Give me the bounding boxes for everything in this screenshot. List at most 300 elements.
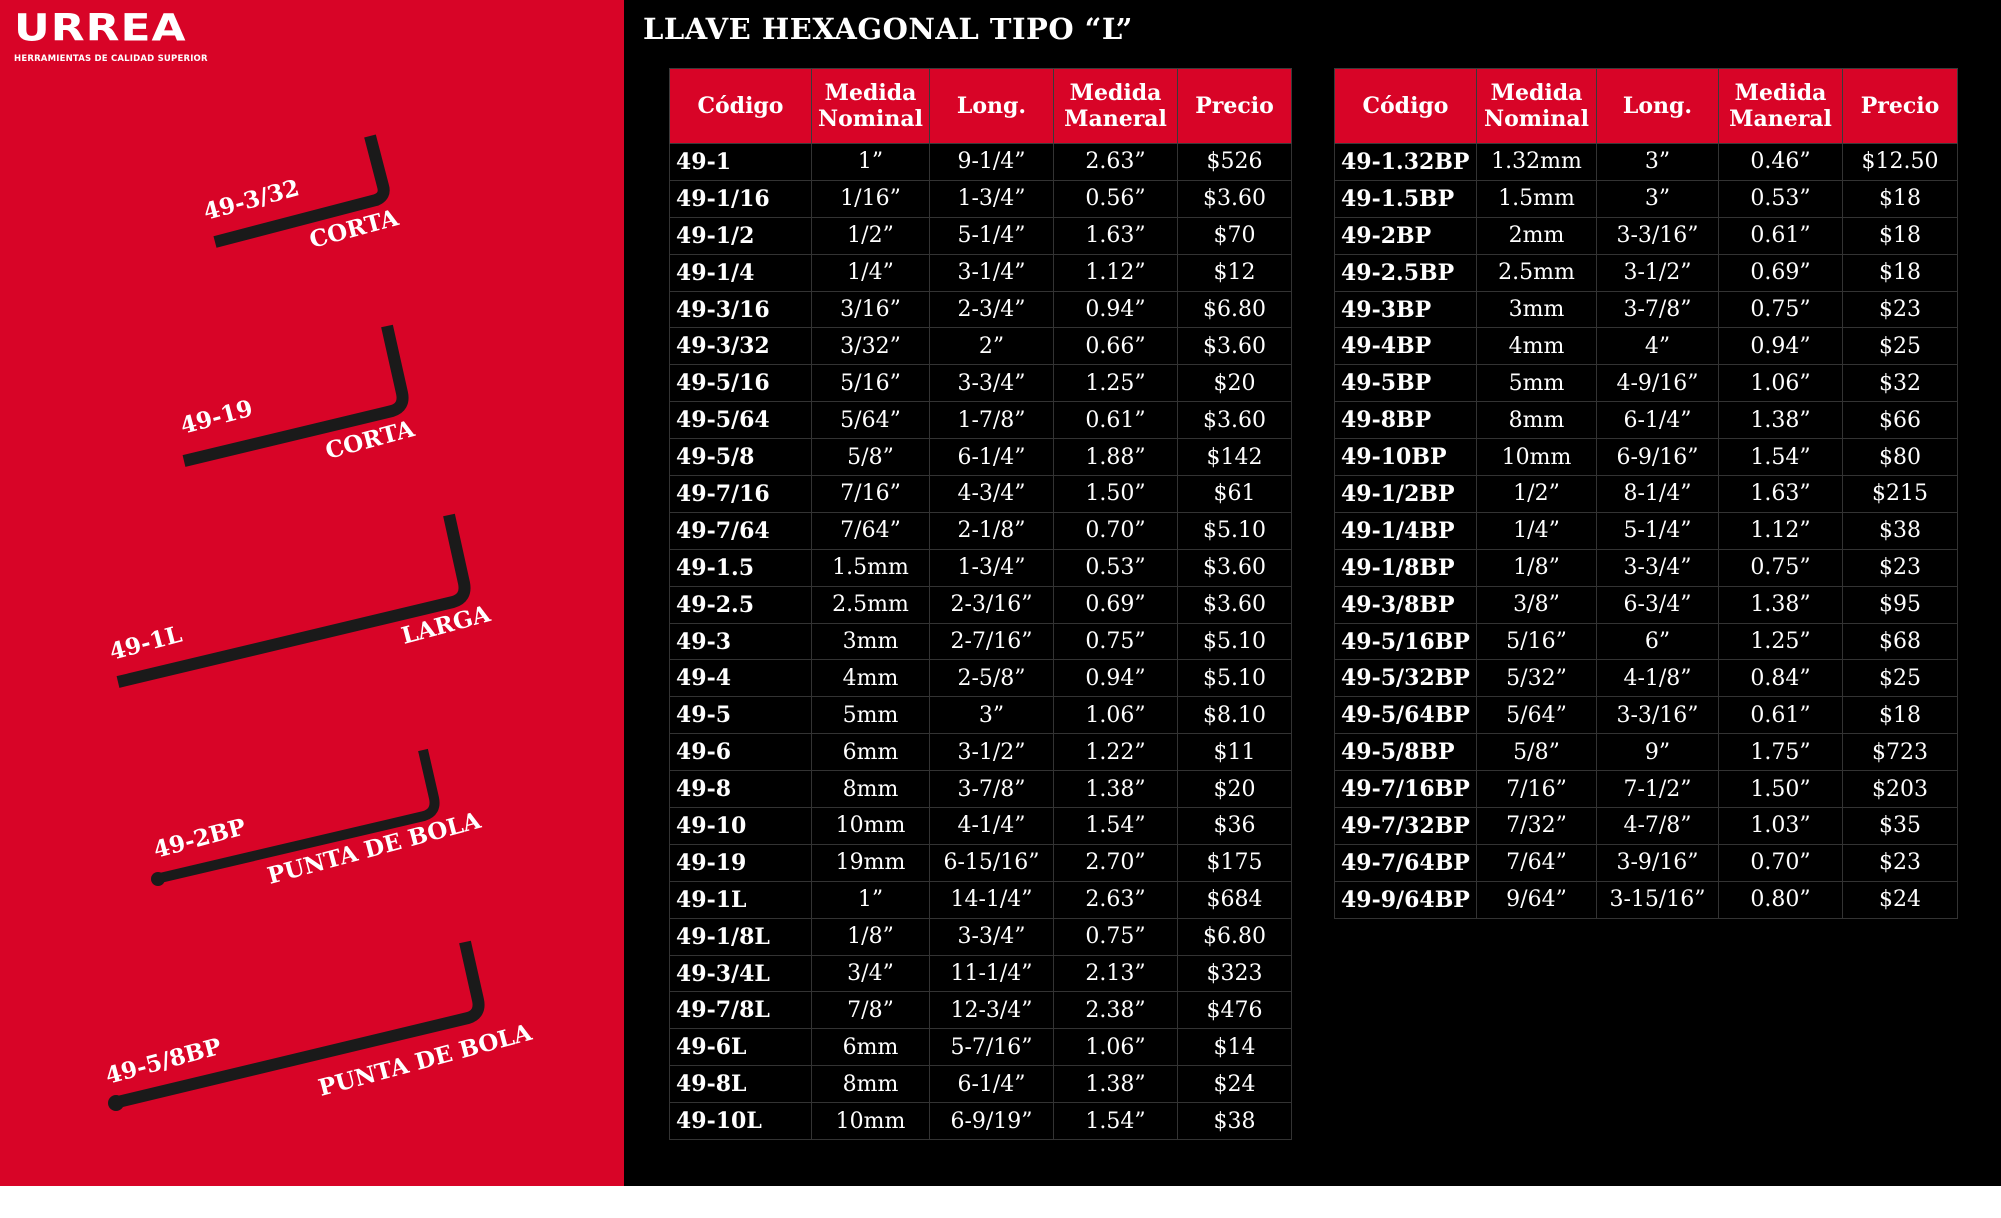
spec-table-standard xyxy=(669,68,1292,1140)
table-row xyxy=(670,328,1292,365)
cell-precio: $25 xyxy=(1843,328,1958,365)
cell-codigo: 49-1/2 xyxy=(670,217,812,254)
cell-medida-maneral: 1.06” xyxy=(1054,1029,1178,1066)
cell-medida-nominal: 1/4” xyxy=(1477,512,1597,549)
spec-table-ball-point xyxy=(1334,68,1958,919)
cell-medida-nominal: 1/16” xyxy=(812,180,930,217)
cell-codigo: 49-10 xyxy=(670,808,812,845)
table-row xyxy=(670,771,1292,808)
table-row xyxy=(1335,439,1958,476)
cell-medida-maneral: 0.75” xyxy=(1719,549,1843,586)
cell-medida-nominal: 1/8” xyxy=(1477,549,1597,586)
hex-key-illustrations xyxy=(0,0,624,1186)
cell-medida-nominal: 10mm xyxy=(1477,439,1597,476)
key-type-label: PUNTA DE BOLA xyxy=(264,806,484,890)
cell-long: 3-1/4” xyxy=(930,254,1054,291)
table-row xyxy=(1335,512,1958,549)
cell-medida-maneral: 0.61” xyxy=(1719,697,1843,734)
cell-long: 5-1/4” xyxy=(1597,512,1719,549)
cell-medida-maneral: 0.70” xyxy=(1719,844,1843,881)
header-precio: Precio xyxy=(1178,69,1292,144)
cell-codigo: 49-7/16 xyxy=(670,476,812,513)
ball-end-icon xyxy=(108,1095,124,1111)
cell-precio: $3.60 xyxy=(1178,328,1292,365)
cell-precio: $36 xyxy=(1178,808,1292,845)
cell-long: 4-3/4” xyxy=(930,476,1054,513)
cell-codigo: 49-7/32BP xyxy=(1335,808,1477,845)
cell-medida-maneral: 0.80” xyxy=(1719,881,1843,918)
table-row xyxy=(670,586,1292,623)
key-type-label: CORTA xyxy=(322,415,418,465)
cell-precio: $61 xyxy=(1178,476,1292,513)
cell-medida-nominal: 3mm xyxy=(812,623,930,660)
cell-precio: $476 xyxy=(1178,992,1292,1029)
cell-codigo: 49-5/16BP xyxy=(1335,623,1477,660)
cell-codigo: 49-1 xyxy=(670,144,812,181)
cell-medida-nominal: 7/64” xyxy=(1477,844,1597,881)
header-medida-maneral: Medida Maneral xyxy=(1719,69,1843,144)
cell-medida-nominal: 3/32” xyxy=(812,328,930,365)
cell-precio: $38 xyxy=(1178,1103,1292,1140)
cell-precio: $5.10 xyxy=(1178,512,1292,549)
cell-medida-maneral: 0.66” xyxy=(1054,328,1178,365)
cell-long: 8-1/4” xyxy=(1597,476,1719,513)
cell-precio: $18 xyxy=(1843,180,1958,217)
cell-precio: $23 xyxy=(1843,844,1958,881)
cell-precio: $24 xyxy=(1178,1066,1292,1103)
cell-codigo: 49-5BP xyxy=(1335,365,1477,402)
cell-medida-maneral: 0.75” xyxy=(1054,623,1178,660)
cell-medida-nominal: 5/8” xyxy=(812,439,930,476)
cell-long: 3-15/16” xyxy=(1597,881,1719,918)
hex-key-49-5-8BP xyxy=(103,942,536,1111)
cell-precio: $12 xyxy=(1178,254,1292,291)
table-row xyxy=(1335,291,1958,328)
header-codigo: Código xyxy=(670,69,812,144)
header-medida-nominal: Medida Nominal xyxy=(1477,69,1597,144)
cell-precio: $18 xyxy=(1843,217,1958,254)
table-row xyxy=(1335,808,1958,845)
cell-codigo: 49-7/64BP xyxy=(1335,844,1477,881)
cell-medida-nominal: 7/8” xyxy=(812,992,930,1029)
cell-codigo: 49-1.5BP xyxy=(1335,180,1477,217)
cell-precio: $66 xyxy=(1843,402,1958,439)
cell-precio: $20 xyxy=(1178,365,1292,402)
hex-key-49-3-32 xyxy=(201,136,403,254)
cell-precio: $11 xyxy=(1178,734,1292,771)
table-row xyxy=(1335,217,1958,254)
header-codigo: Código xyxy=(1335,69,1477,144)
header-long: Long. xyxy=(930,69,1054,144)
cell-codigo: 49-2BP xyxy=(1335,217,1477,254)
table-row xyxy=(670,697,1292,734)
cell-medida-nominal: 8mm xyxy=(812,771,930,808)
cell-medida-maneral: 0.69” xyxy=(1054,586,1178,623)
cell-medida-maneral: 1.88” xyxy=(1054,439,1178,476)
table-row xyxy=(670,881,1292,918)
table-row xyxy=(670,254,1292,291)
cell-long: 6-15/16” xyxy=(930,844,1054,881)
cell-codigo: 49-5/16 xyxy=(670,365,812,402)
key-code-label: 49-2BP xyxy=(150,813,249,864)
cell-medida-maneral: 1.75” xyxy=(1719,734,1843,771)
cell-long: 11-1/4” xyxy=(930,955,1054,992)
cell-medida-maneral: 0.94” xyxy=(1054,660,1178,697)
cell-precio: $6.80 xyxy=(1178,918,1292,955)
table-row xyxy=(670,144,1292,181)
table-row xyxy=(1335,660,1958,697)
key-code-label: 49-3/32 xyxy=(200,174,303,226)
cell-long: 3” xyxy=(1597,144,1719,181)
header-medida-maneral: Medida Maneral xyxy=(1054,69,1178,144)
cell-long: 12-3/4” xyxy=(930,992,1054,1029)
cell-precio: $323 xyxy=(1178,955,1292,992)
cell-medida-nominal: 2.5mm xyxy=(1477,254,1597,291)
cell-codigo: 49-1/2BP xyxy=(1335,476,1477,513)
table-row xyxy=(670,623,1292,660)
cell-medida-maneral: 0.70” xyxy=(1054,512,1178,549)
cell-codigo: 49-4BP xyxy=(1335,328,1477,365)
cell-codigo: 49-5 xyxy=(670,697,812,734)
cell-codigo: 49-8L xyxy=(670,1066,812,1103)
cell-precio: $23 xyxy=(1843,549,1958,586)
key-code-label: 49-19 xyxy=(177,394,256,440)
cell-codigo: 49-7/8L xyxy=(670,992,812,1029)
cell-long: 3-1/2” xyxy=(1597,254,1719,291)
table-row xyxy=(670,1029,1292,1066)
cell-long: 2” xyxy=(930,328,1054,365)
cell-precio: $18 xyxy=(1843,697,1958,734)
cell-codigo: 49-5/8 xyxy=(670,439,812,476)
cell-medida-maneral: 1.50” xyxy=(1719,771,1843,808)
cell-codigo: 49-2.5BP xyxy=(1335,254,1477,291)
cell-medida-nominal: 10mm xyxy=(812,808,930,845)
cell-long: 3-3/4” xyxy=(1597,549,1719,586)
cell-long: 6-9/16” xyxy=(1597,439,1719,476)
cell-long: 3-1/2” xyxy=(930,734,1054,771)
table-row xyxy=(670,955,1292,992)
cell-medida-nominal: 5/16” xyxy=(1477,623,1597,660)
cell-long: 3-7/8” xyxy=(930,771,1054,808)
cell-medida-nominal: 8mm xyxy=(812,1066,930,1103)
table-row xyxy=(1335,844,1958,881)
cell-precio: $3.60 xyxy=(1178,549,1292,586)
cell-medida-maneral: 1.54” xyxy=(1054,1103,1178,1140)
cell-long: 3” xyxy=(930,697,1054,734)
table-row xyxy=(1335,623,1958,660)
cell-long: 14-1/4” xyxy=(930,881,1054,918)
key-type-label: LARGA xyxy=(398,600,494,650)
hex-key-icon xyxy=(118,942,479,1102)
table-row xyxy=(670,402,1292,439)
cell-long: 4” xyxy=(1597,328,1719,365)
cell-long: 9-1/4” xyxy=(930,144,1054,181)
cell-codigo: 49-6L xyxy=(670,1029,812,1066)
cell-codigo: 49-8 xyxy=(670,771,812,808)
cell-codigo: 49-5/64BP xyxy=(1335,697,1477,734)
cell-long: 5-1/4” xyxy=(930,217,1054,254)
cell-precio: $35 xyxy=(1843,808,1958,845)
cell-precio: $32 xyxy=(1843,365,1958,402)
cell-codigo: 49-3/16 xyxy=(670,291,812,328)
cell-codigo: 49-10BP xyxy=(1335,439,1477,476)
table-row xyxy=(1335,697,1958,734)
cell-long: 2-3/4” xyxy=(930,291,1054,328)
table-row xyxy=(670,476,1292,513)
table-row xyxy=(670,365,1292,402)
cell-medida-maneral: 0.94” xyxy=(1719,328,1843,365)
cell-medida-nominal: 5/32” xyxy=(1477,660,1597,697)
cell-medida-maneral: 1.38” xyxy=(1719,402,1843,439)
table-row xyxy=(1335,586,1958,623)
cell-long: 3-7/8” xyxy=(1597,291,1719,328)
table-row xyxy=(670,549,1292,586)
cell-medida-maneral: 1.03” xyxy=(1719,808,1843,845)
table-row xyxy=(670,734,1292,771)
cell-long: 4-1/4” xyxy=(930,808,1054,845)
cell-medida-nominal: 5/64” xyxy=(1477,697,1597,734)
cell-precio: $80 xyxy=(1843,439,1958,476)
table-row xyxy=(670,918,1292,955)
table-row xyxy=(670,439,1292,476)
key-code-label: 49-5/8BP xyxy=(102,1032,225,1090)
cell-codigo: 49-6 xyxy=(670,734,812,771)
cell-codigo: 49-5/8BP xyxy=(1335,734,1477,771)
table-row xyxy=(670,660,1292,697)
cell-precio: $215 xyxy=(1843,476,1958,513)
table-row xyxy=(1335,734,1958,771)
cell-codigo: 49-3 xyxy=(670,623,812,660)
cell-codigo: 49-5/64 xyxy=(670,402,812,439)
cell-medida-nominal: 3mm xyxy=(1477,291,1597,328)
cell-medida-nominal: 1/2” xyxy=(1477,476,1597,513)
cell-codigo: 49-1.32BP xyxy=(1335,144,1477,181)
table-row xyxy=(670,1066,1292,1103)
cell-codigo: 49-1/16 xyxy=(670,180,812,217)
cell-medida-nominal: 1” xyxy=(812,881,930,918)
cell-medida-maneral: 1.54” xyxy=(1054,808,1178,845)
cell-medida-nominal: 3/4” xyxy=(812,955,930,992)
cell-medida-nominal: 1.5mm xyxy=(812,549,930,586)
cell-medida-nominal: 4mm xyxy=(812,660,930,697)
table-row xyxy=(670,217,1292,254)
table-row xyxy=(1335,365,1958,402)
cell-precio: $142 xyxy=(1178,439,1292,476)
cell-precio: $8.10 xyxy=(1178,697,1292,734)
cell-medida-maneral: 1.38” xyxy=(1054,771,1178,808)
cell-medida-nominal: 5mm xyxy=(812,697,930,734)
cell-long: 6-1/4” xyxy=(930,1066,1054,1103)
cell-precio: $5.10 xyxy=(1178,660,1292,697)
cell-medida-nominal: 7/64” xyxy=(812,512,930,549)
cell-long: 4-9/16” xyxy=(1597,365,1719,402)
cell-medida-maneral: 0.61” xyxy=(1719,217,1843,254)
cell-medida-maneral: 1.50” xyxy=(1054,476,1178,513)
ball-end-icon xyxy=(151,872,165,886)
header-medida-nominal: Medida Nominal xyxy=(812,69,930,144)
cell-medida-nominal: 1/8” xyxy=(812,918,930,955)
cell-medida-maneral: 0.69” xyxy=(1719,254,1843,291)
cell-medida-nominal: 8mm xyxy=(1477,402,1597,439)
cell-codigo: 49-1L xyxy=(670,881,812,918)
table-row xyxy=(1335,254,1958,291)
cell-medida-nominal: 1.32mm xyxy=(1477,144,1597,181)
cell-codigo: 49-1/8L xyxy=(670,918,812,955)
cell-medida-maneral: 1.54” xyxy=(1719,439,1843,476)
cell-medida-maneral: 1.63” xyxy=(1054,217,1178,254)
cell-medida-nominal: 1” xyxy=(812,144,930,181)
cell-precio: $20 xyxy=(1178,771,1292,808)
cell-medida-maneral: 0.61” xyxy=(1054,402,1178,439)
cell-medida-maneral: 2.63” xyxy=(1054,881,1178,918)
page-title: LLAVE HEXAGONAL TIPO “L” xyxy=(643,12,1133,46)
cell-codigo: 49-1/4 xyxy=(670,254,812,291)
cell-precio: $203 xyxy=(1843,771,1958,808)
cell-precio: $684 xyxy=(1178,881,1292,918)
product-illustration-panel xyxy=(0,0,624,1186)
brand-name: URREA xyxy=(14,6,187,50)
table-row xyxy=(1335,144,1958,181)
cell-codigo: 49-19 xyxy=(670,844,812,881)
cell-medida-maneral: 1.12” xyxy=(1054,254,1178,291)
cell-long: 1-3/4” xyxy=(930,180,1054,217)
cell-medida-nominal: 19mm xyxy=(812,844,930,881)
cell-medida-nominal: 6mm xyxy=(812,1029,930,1066)
hex-key-49-1L xyxy=(107,515,495,682)
brand-tagline: HERRAMIENTAS DE CALIDAD SUPERIOR xyxy=(14,54,208,64)
cell-medida-nominal: 7/16” xyxy=(812,476,930,513)
cell-long: 7-1/2” xyxy=(1597,771,1719,808)
cell-long: 3-9/16” xyxy=(1597,844,1719,881)
cell-long: 3-3/16” xyxy=(1597,697,1719,734)
table-row xyxy=(670,512,1292,549)
cell-medida-nominal: 5mm xyxy=(1477,365,1597,402)
cell-precio: $38 xyxy=(1843,512,1958,549)
table-row xyxy=(670,992,1292,1029)
cell-long: 6-9/19” xyxy=(930,1103,1054,1140)
table-row xyxy=(1335,881,1958,918)
table-row xyxy=(670,1103,1292,1140)
cell-medida-maneral: 0.56” xyxy=(1054,180,1178,217)
cell-medida-nominal: 3/16” xyxy=(812,291,930,328)
cell-precio: $3.60 xyxy=(1178,586,1292,623)
table-header-row xyxy=(1335,69,1958,144)
cell-medida-nominal: 5/8” xyxy=(1477,734,1597,771)
key-code-label: 49-1L xyxy=(106,620,185,666)
cell-medida-maneral: 1.22” xyxy=(1054,734,1178,771)
cell-precio: $24 xyxy=(1843,881,1958,918)
cell-medida-maneral: 1.25” xyxy=(1054,365,1178,402)
cell-medida-nominal: 2mm xyxy=(1477,217,1597,254)
cell-medida-nominal: 2.5mm xyxy=(812,586,930,623)
cell-precio: $5.10 xyxy=(1178,623,1292,660)
cell-codigo: 49-9/64BP xyxy=(1335,881,1477,918)
table-row xyxy=(1335,476,1958,513)
cell-codigo: 49-1/8BP xyxy=(1335,549,1477,586)
cell-codigo: 49-8BP xyxy=(1335,402,1477,439)
cell-medida-maneral: 1.06” xyxy=(1719,365,1843,402)
table-row xyxy=(670,180,1292,217)
cell-long: 3-3/16” xyxy=(1597,217,1719,254)
cell-medida-nominal: 1/4” xyxy=(812,254,930,291)
cell-medida-nominal: 4mm xyxy=(1477,328,1597,365)
cell-medida-maneral: 2.13” xyxy=(1054,955,1178,992)
table-row xyxy=(670,291,1292,328)
cell-codigo: 49-3/8BP xyxy=(1335,586,1477,623)
cell-codigo: 49-7/16BP xyxy=(1335,771,1477,808)
cell-medida-maneral: 1.25” xyxy=(1719,623,1843,660)
cell-precio: $526 xyxy=(1178,144,1292,181)
cell-codigo: 49-2.5 xyxy=(670,586,812,623)
cell-codigo: 49-3/32 xyxy=(670,328,812,365)
table-row xyxy=(1335,402,1958,439)
table-row xyxy=(1335,549,1958,586)
table-header-row xyxy=(670,69,1292,144)
cell-long: 6” xyxy=(1597,623,1719,660)
cell-long: 2-3/16” xyxy=(930,586,1054,623)
cell-medida-maneral: 0.94” xyxy=(1054,291,1178,328)
cell-codigo: 49-1.5 xyxy=(670,549,812,586)
cell-precio: $12.50 xyxy=(1843,144,1958,181)
cell-long: 6-3/4” xyxy=(1597,586,1719,623)
cell-long: 9” xyxy=(1597,734,1719,771)
cell-precio: $95 xyxy=(1843,586,1958,623)
cell-precio: $3.60 xyxy=(1178,180,1292,217)
cell-medida-nominal: 1.5mm xyxy=(1477,180,1597,217)
cell-long: 4-7/8” xyxy=(1597,808,1719,845)
cell-long: 6-1/4” xyxy=(930,439,1054,476)
hex-key-icon xyxy=(118,515,465,682)
hex-key-49-2BP xyxy=(151,750,485,890)
cell-medida-maneral: 0.75” xyxy=(1054,918,1178,955)
cell-long: 2-5/8” xyxy=(930,660,1054,697)
cell-codigo: 49-5/32BP xyxy=(1335,660,1477,697)
cell-medida-maneral: 0.84” xyxy=(1719,660,1843,697)
cell-long: 3-3/4” xyxy=(930,918,1054,955)
cell-precio: $3.60 xyxy=(1178,402,1292,439)
cell-long: 2-1/8” xyxy=(930,512,1054,549)
cell-medida-nominal: 5/64” xyxy=(812,402,930,439)
cell-long: 1-7/8” xyxy=(930,402,1054,439)
key-type-label: PUNTA DE BOLA xyxy=(315,1018,535,1102)
cell-medida-maneral: 2.70” xyxy=(1054,844,1178,881)
cell-medida-maneral: 1.63” xyxy=(1719,476,1843,513)
cell-medida-nominal: 10mm xyxy=(812,1103,930,1140)
cell-codigo: 49-3BP xyxy=(1335,291,1477,328)
header-long: Long. xyxy=(1597,69,1719,144)
cell-codigo: 49-1/4BP xyxy=(1335,512,1477,549)
table-row xyxy=(670,808,1292,845)
table-row xyxy=(1335,180,1958,217)
cell-long: 1-3/4” xyxy=(930,549,1054,586)
table-row xyxy=(1335,328,1958,365)
table-row xyxy=(1335,771,1958,808)
cell-long: 2-7/16” xyxy=(930,623,1054,660)
cell-codigo: 49-4 xyxy=(670,660,812,697)
cell-medida-maneral: 2.38” xyxy=(1054,992,1178,1029)
cell-medida-maneral: 1.06” xyxy=(1054,697,1178,734)
cell-medida-maneral: 0.53” xyxy=(1054,549,1178,586)
cell-medida-maneral: 0.46” xyxy=(1719,144,1843,181)
cell-medida-nominal: 9/64” xyxy=(1477,881,1597,918)
cell-medida-nominal: 1/2” xyxy=(812,217,930,254)
cell-precio: $6.80 xyxy=(1178,291,1292,328)
cell-medida-nominal: 7/16” xyxy=(1477,771,1597,808)
cell-codigo: 49-10L xyxy=(670,1103,812,1140)
cell-precio: $68 xyxy=(1843,623,1958,660)
cell-long: 3-3/4” xyxy=(930,365,1054,402)
cell-codigo: 49-3/4L xyxy=(670,955,812,992)
